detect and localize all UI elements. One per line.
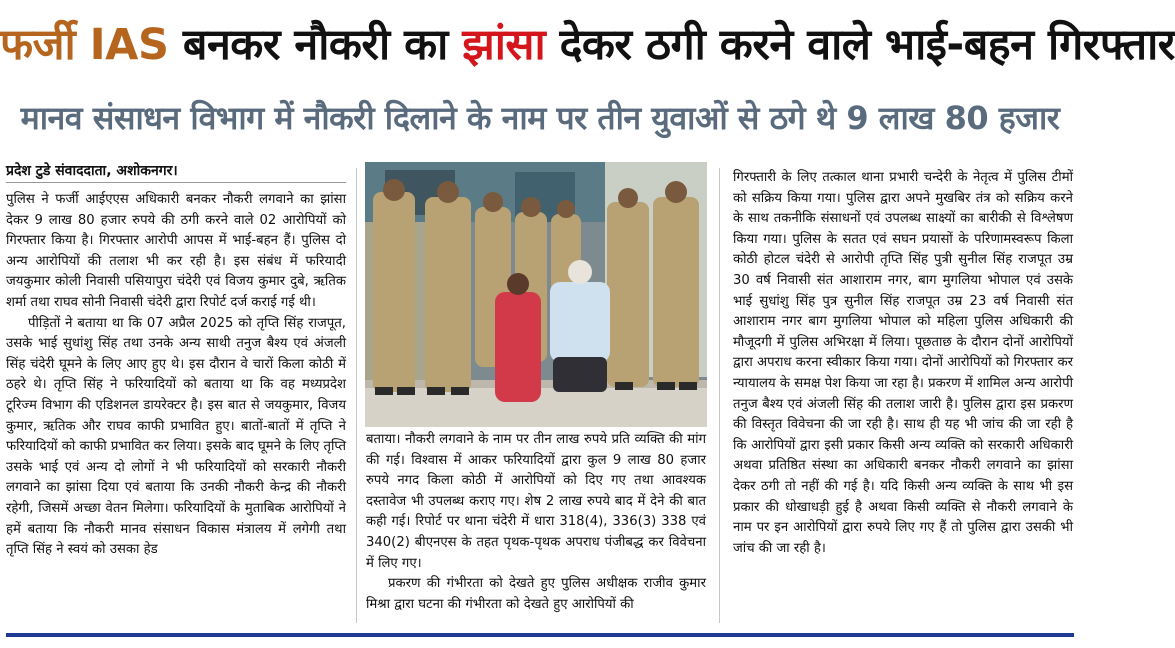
column2-paragraph-1: बताया। नौकरी लगवाने के नाम पर तीन लाख रुपये प्रति व्यक्ति की मांग की गई। विश्वास में आकर फरियादियों द्वारा कुल 9 लाख 80 हजार रुपये नगद किला कोठी में आरोपियों को दिए गए तथा आवश्यक दस्तावेज भी उपलब्ध कराए गए। शेष 2 लाख रुपये बाद में देने की बात कही गई। रिपोर्ट पर थाना चंदेरी में धारा 318(4), 336(3) 338 एवं 340(2) बीएनएस के तहत पृथक-पृथक अपराध पंजीबद्ध कर विवेचना में लिए गए। (366, 432, 706, 571)
headline (0, 16, 1175, 74)
article-column-3 (733, 168, 1073, 559)
column1-paragraph-2: पीड़ितों ने बताया था कि 07 अप्रैल 2025 को तृप्ति सिंह राजपूत, उसके भाई सुधांशु सिंह तथा उनके अन्य साथी तनुज बैश्य एवं अंजली सिंह चंदेरी घूमने के लिए आए हुए थे। इस दौरान वे चारों किला कोठी में ठहरे थे। तृप्ति सिंह ने फरियादियों को बताया था कि वह मध्यप्रदेश टूरिज्म विभाग की एडिशनल डायरेक्टर है। इस बात से जयकुमार, विजय कुमार, ऋतिक और राघव काफी प्रभावित हुए। बातों-बातों में तृप्ति ने फरियादियों को काफी प्रभावित कर लिया। इसके बाद घूमने के लिए तृप्ति उसके भाई एवं अन्य दो लोगों ने भी फरियादियों को सरकारी नौकरी लगवाने का झांसा दिया एवं बताया कि उनकी नौकरी केन्द्र की नौकरी रहेगी, जिसमें अच्छा वेतन मिलेगा। फरियादियों के मुताबिक आरोपियों ने हमें बताया कि नौकरी मानव संसाधन विकास मंत्रालय में लगेगी तथा तृप्ति सिंह ने स्वयं को उसका हेड (6, 315, 346, 558)
bottom-rule (6, 633, 1074, 637)
column1-paragraph-1: पुलिस ने फर्जी आईएएस अधिकारी बनकर नौकरी लगवाने का झांसा देकर 9 लाख 80 हजार रुपये की ठगी करने वाले 02 आरोपियों को गिरफ्तार किया है। गिरफ्तार आरोपी आपस में भाई-बहन हैं। पुलिस दो अन्य आरोपियों की तलाश भी कर रही है। इस संबंध में फरियादी जयकुमार कोली निवासी पसियापुरा चंदेरी एवं विजय कुमार दुबे, ऋतिक शर्मा तथा राघव सोनी निवासी चंदेरी द्वारा रिपोर्ट दर्ज कराई गई थी। (6, 192, 346, 310)
headline-part-1: फर्जी IAS (0, 20, 169, 70)
headline-part-3: झांसा (462, 20, 546, 70)
police-group-photo-illustration (365, 162, 707, 427)
article-column-2 (366, 430, 706, 615)
headline-part-2: बनकर नौकरी का (168, 20, 463, 70)
news-photo (365, 162, 707, 427)
byline: प्रदेश टुडे संवाददाता, अशोकनगर। (6, 160, 346, 183)
subheadline: मानव संसाधन विभाग में नौकरी दिलाने के नाम पर तीन युवाओं से ठगे थे 9 लाख 80 हजार (20, 99, 1060, 137)
column3-paragraph-1: गिरफ्तारी के लिए तत्काल थाना प्रभारी चन्देरी के नेतृत्व में पुलिस टीमों को सक्रिय किया गया। पुलिस द्वारा अपने मुखबिर तंत्र को सक्रिय करने के साथ तकनीकि संसाधनों एवं उपलब्ध साक्ष्यों का बारीकी से विश्लेषण किया गया। पुलिस के सतत एवं सघन प्रयासों के परिणामस्वरूप किला कोठी होटल चंदेरी से आरोपी तृप्ति सिंह पुत्री सुनील सिंह राजपूत उम्र 30 वर्ष निवासी संत आशाराम नगर, बाग मुगलिया भोपाल एवं उसके भाई सुधांशु सिंह पुत्र सुनील सिंह राजपूत उम्र 23 वर्ष निवासी संत आशाराम नगर बाग मुगलिया भोपाल को महिला पुलिस अधिकारी की मौजूदगी में पुलिस अभिरक्षा में लिया। पूछताछ के दौरान दोनों आरोपियों द्वारा अपराध करना स्वीकार किया गया। दोनों आरोपियों को गिरफ्तार कर न्यायालय के समक्ष पेश किया जा रहा है। प्रकरण में शामिल अन्य आरोपी तनुज बैश्य एवं अंजली सिंह की तलाश जारी है। पुलिस द्वारा इस प्रकरण की विस्तृत विवेचना की जा रही है। साथ ही यह भी जांच की जा रही है कि आरोपियों द्वारा इसी प्रकार किसी अन्य व्यक्ति को सरकारी अधिकारी अथवा प्रतिष्ठित संस्था का अधिकारी बनकर नौकरी लगवाने का झांसा देकर ठगी तो नहीं की गई है। यदि किसी अन्य व्यक्ति के साथ भी इस प्रकार की धोखाधड़ी हुई है अथवा किसी व्यक्ति से नौकरी लगवाने के नाम पर इन आरोपियों द्वारा रुपये लिए गए हैं तो पुलिस द्वारा उसकी भी जांच की जा रही है। (733, 170, 1073, 556)
headline-part-4: देकर ठगी करने वाले भाई-बहन गिरफ्तार (545, 20, 1175, 70)
column-divider (719, 168, 720, 623)
article-column-1 (6, 190, 346, 561)
column-divider (356, 168, 357, 623)
column2-paragraph-2: प्रकरण की गंभीरता को देखते हुए पुलिस अधीक्षक राजीव कुमार मिश्रा द्वारा घटना की गंभीरता को देखते हुए आरोपियों की (366, 576, 706, 612)
